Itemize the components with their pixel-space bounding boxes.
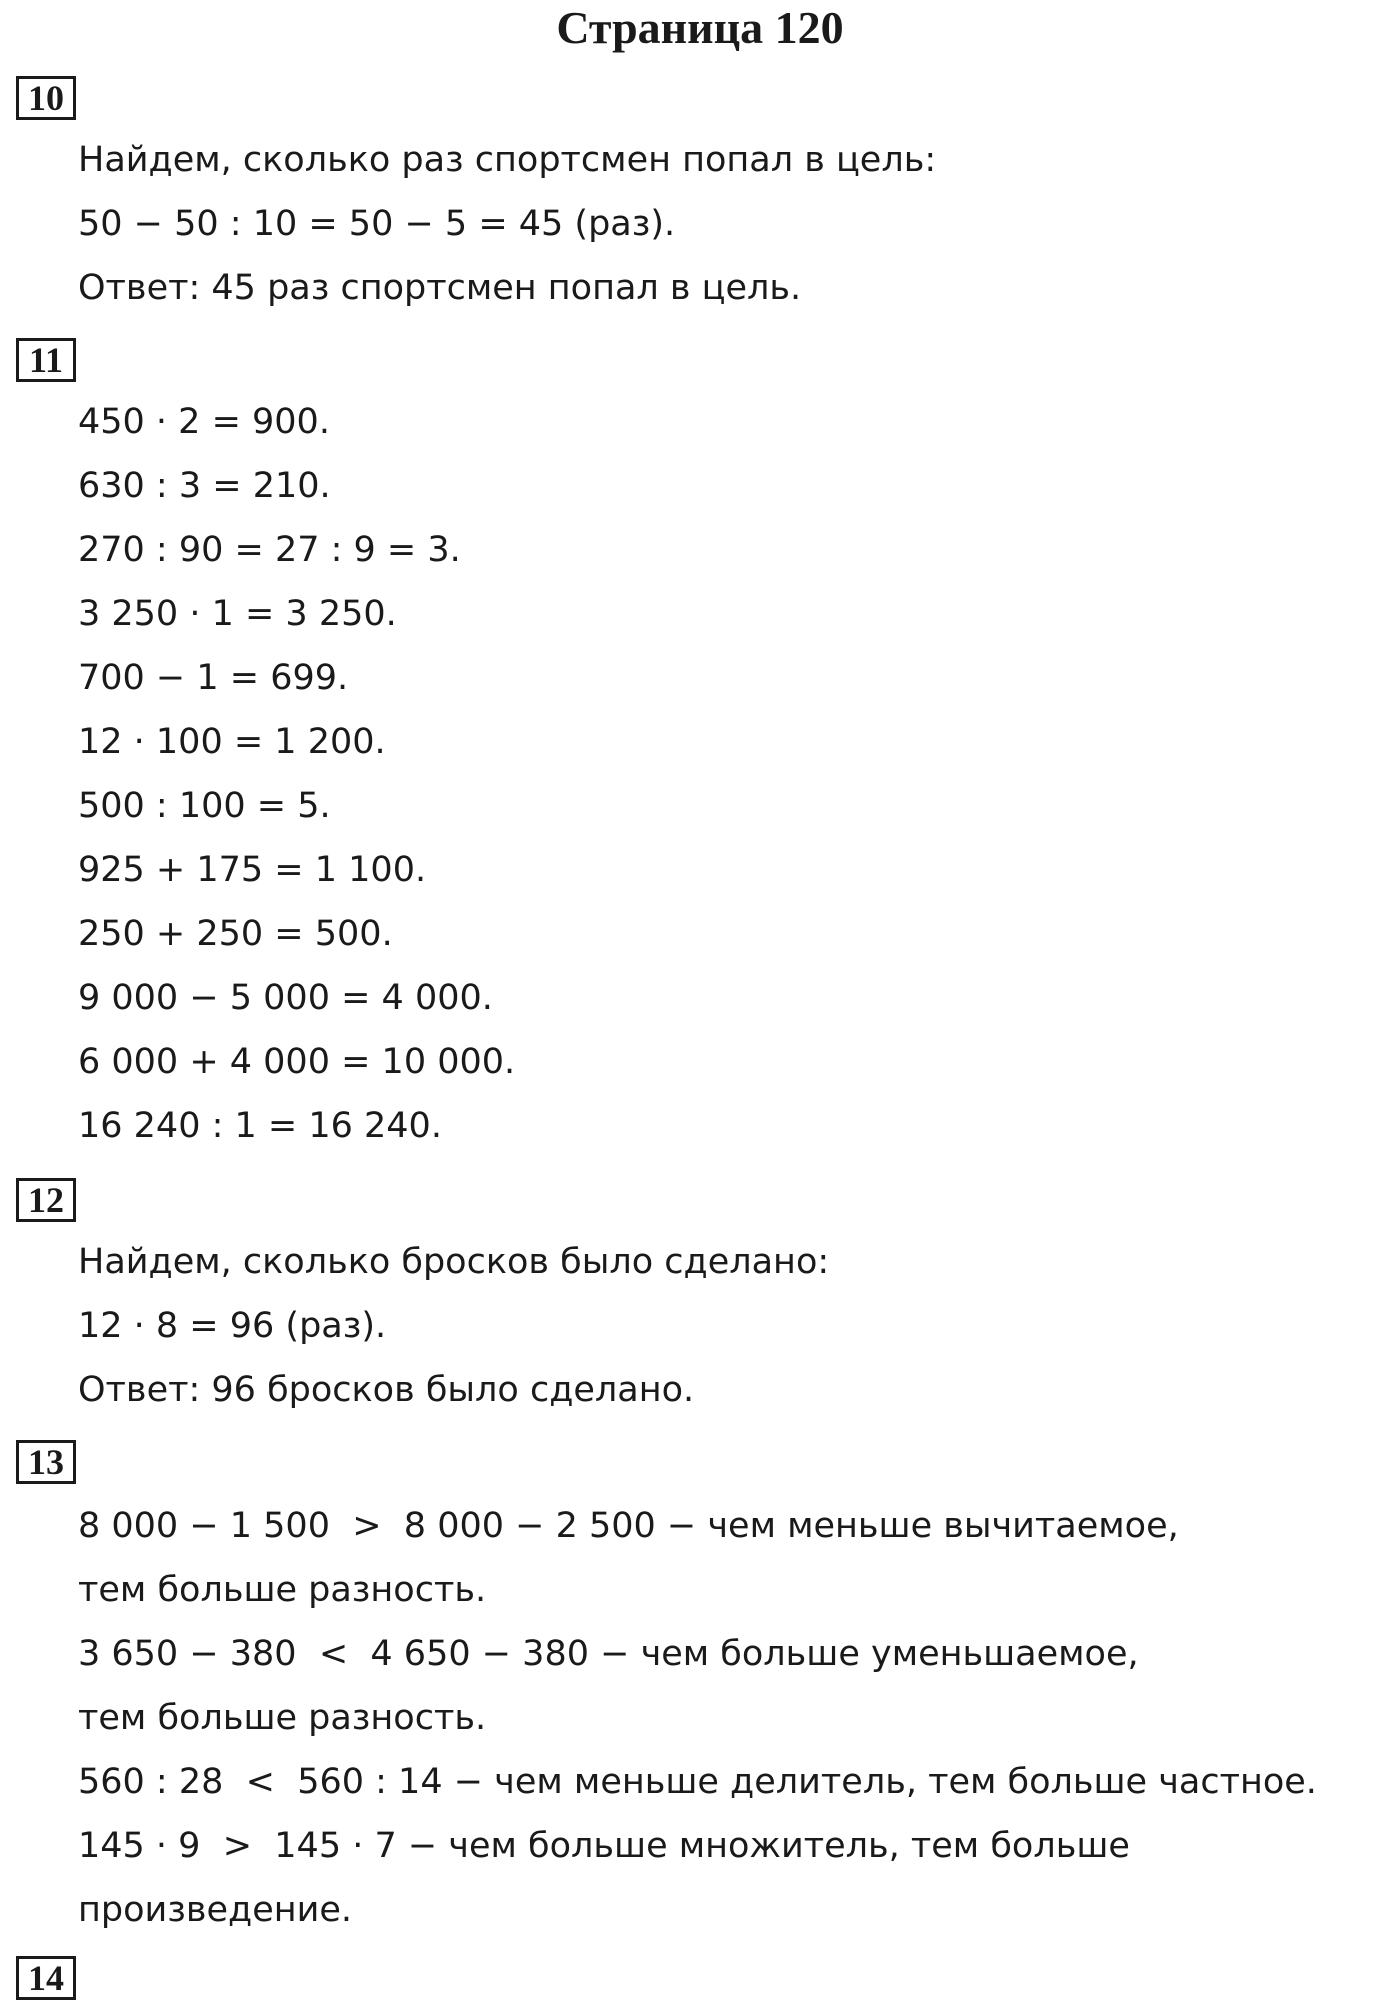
task-10-line-2: 50 − 50 : 10 = 50 − 5 = 45 (раз). <box>78 204 676 244</box>
task-number-13: 13 <box>16 1440 76 1484</box>
task-11-line-1: 450 · 2 = 900. <box>78 402 330 442</box>
task-11-line-3: 270 : 90 = 27 : 9 = 3. <box>78 530 461 570</box>
task-12-line-1: Найдем, сколько бросков было сделано: <box>78 1242 830 1282</box>
task-11-line-9: 250 + 250 = 500. <box>78 914 393 954</box>
task-13-line-5: 560 : 28 < 560 : 14 − чем меньше делитель, тем больше частное. <box>78 1762 1317 1802</box>
task-number-10: 10 <box>16 76 76 120</box>
task-11-line-4: 3 250 · 1 = 3 250. <box>78 594 397 634</box>
task-13-line-3: 3 650 − 380 < 4 650 − 380 − чем больше уменьшаемое, <box>78 1634 1139 1674</box>
task-11-line-2: 630 : 3 = 210. <box>78 466 331 506</box>
task-13-line-7: произведение. <box>78 1890 353 1930</box>
task-13-line-1: 8 000 − 1 500 > 8 000 − 2 500 − чем меньше вычитаемое, <box>78 1506 1179 1546</box>
task-11-line-10: 9 000 − 5 000 = 4 000. <box>78 978 493 1018</box>
task-11-line-11: 6 000 + 4 000 = 10 000. <box>78 1042 516 1082</box>
task-13-line-6: 145 · 9 > 145 · 7 − чем больше множитель, тем больше <box>78 1826 1130 1866</box>
task-number-11: 11 <box>16 338 76 382</box>
task-10-line-3: Ответ: 45 раз спортсмен попал в цель. <box>78 268 802 308</box>
page-title: Страница 120 <box>556 2 844 53</box>
task-10-line-1: Найдем, сколько раз спортсмен попал в цель: <box>78 140 937 180</box>
task-12-line-3: Ответ: 96 бросков было сделано. <box>78 1370 695 1410</box>
task-number-14: 14 <box>16 1956 76 2000</box>
task-11-line-6: 12 · 100 = 1 200. <box>78 722 386 762</box>
task-11-line-5: 700 − 1 = 699. <box>78 658 349 698</box>
task-11-line-7: 500 : 100 = 5. <box>78 786 331 826</box>
task-12-line-2: 12 · 8 = 96 (раз). <box>78 1306 387 1346</box>
task-number-12: 12 <box>16 1178 76 1222</box>
task-13-line-4: тем больше разность. <box>78 1698 487 1738</box>
task-11-line-12: 16 240 : 1 = 16 240. <box>78 1106 442 1146</box>
task-11-line-8: 925 + 175 = 1 100. <box>78 850 427 890</box>
task-13-line-2: тем больше разность. <box>78 1570 487 1610</box>
